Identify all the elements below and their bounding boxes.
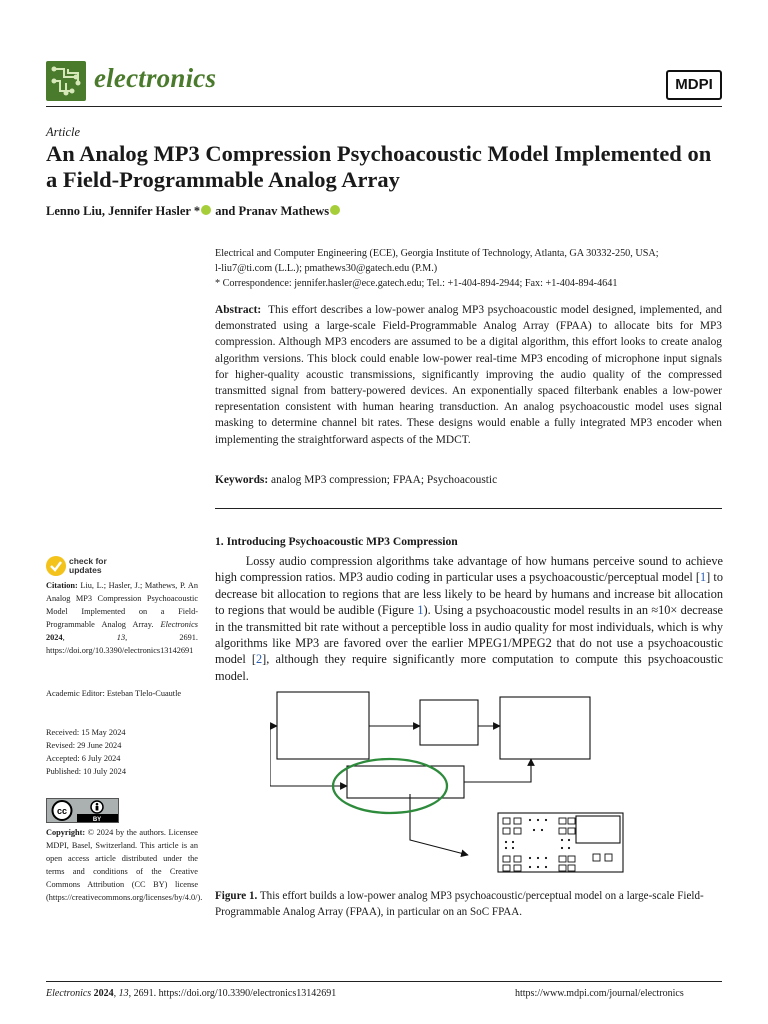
reference-link[interactable]: 2: [256, 652, 263, 667]
body-paragraph: [215, 553, 723, 684]
footer-doi-link[interactable]: , 2691. https://doi.org/10.3390/electronics13142691: [128, 988, 337, 999]
article-title: An Analog MP3 Compression Psychoacoustic Model Implemented on a Field-Programmable Analog Array: [46, 141, 712, 192]
orcid-icon[interactable]: [201, 205, 211, 215]
svg-text:cc: cc: [56, 806, 68, 816]
figure-link[interactable]: 1: [417, 603, 424, 618]
body-text: Lossy audio compression algorithms take advantage of how humans perceive sound to achieve high compression ratios. MP3 audio coding in particular uses a psychoacoustic/perceptual model [: [215, 554, 723, 585]
header-divider: [46, 106, 722, 107]
keywords-label: Keywords:: [215, 474, 269, 486]
footer-divider: [46, 981, 722, 982]
abstract-divider: [215, 508, 722, 509]
section-heading: 1. Introducing Psychoacoustic MP3 Compression: [215, 535, 458, 548]
figure-caption: [215, 888, 724, 920]
keywords: [215, 474, 722, 486]
citation-doi[interactable]: , 2691. https://doi.org/10.3390/electronics13142691: [46, 632, 198, 655]
block-middle: [420, 700, 478, 745]
footer-year: 2024: [91, 988, 114, 999]
footer-citation: [46, 988, 336, 999]
citation-journal: Electronics: [160, 619, 198, 629]
check-updates-line1: check for: [69, 556, 107, 566]
circuit-board-icon: [46, 61, 86, 101]
body-text: ], although they require significantly more computation to compute this psychoacoustic model.: [215, 652, 723, 683]
abstract: [215, 302, 722, 448]
figure-caption-text: This effort builds a low-power analog MP3 psychoacoustic/perceptual model on a large-scale Field-Programmable Analog Array (FPAA), in particular on an SoC FPAA.: [215, 890, 704, 918]
copyright-text: © 2024 by the authors. Licensee MDPI, Basel, Switzerland. This article is an open access article distributed under the terms and conditions of the Creative Commons Attribution (CC BY) license (https://creativecommons.org/licenses/by/4.0/).: [46, 828, 203, 902]
citation-text: Liu, L.; Hasler, J.; Mathews, P. An Analog MP3 Compression Psychoacoustic Model Implemented on a Field-Programmable Analog Array.: [46, 581, 198, 629]
author-emails: l-liu7@ti.com (L.L.); pmathews30@gatech.edu (P.M.): [215, 263, 438, 274]
check-updates-line2: updates: [69, 565, 102, 575]
journal-url-link[interactable]: https://www.mdpi.com/journal/electronics: [515, 988, 684, 999]
affiliation: Electrical and Computer Engineering (ECE), Georgia Institute of Technology, Atlanta, GA 30332-250, USA;: [215, 248, 659, 259]
published-date: Published: 10 July 2024: [46, 766, 126, 776]
publisher-logo: MDPI: [666, 70, 722, 100]
revised-date: Revised: 29 June 2024: [46, 740, 122, 750]
figure-1-diagram: [270, 690, 725, 885]
citation-volume: , 13: [62, 632, 126, 642]
citation-year: 2024: [46, 632, 63, 642]
article-type: Article: [46, 125, 81, 139]
academic-editor: Academic Editor: Esteban Tlelo-Cuautle: [46, 689, 182, 698]
block-encoder: [277, 692, 369, 759]
accepted-date: Accepted: 6 July 2024: [46, 753, 121, 763]
reference-link[interactable]: 1: [700, 570, 707, 585]
author-list: [46, 204, 341, 219]
body-text: ] to decrease bit allocation to regions that are less likely to be heard by humans and increase bit allocation to regions that would be audible (Figure: [215, 570, 723, 618]
check-updates-label: [69, 557, 107, 575]
cc-by-license-badge[interactable]: [46, 798, 119, 823]
orcid-icon[interactable]: [330, 205, 340, 215]
keywords-text: analog MP3 compression; FPAA; Psychoacoustic: [271, 474, 498, 486]
copyright-label: Copyright:: [46, 828, 86, 837]
body-text: ). Using a psychoacoustic model results in an ≈10× decrease in the transmitted bit rate without a perceptible loss in audio quality for most individuals, which is why algorithms like MP3 are favored over the earlier MPEG1/MPEG2 that do not use a psychoacoustic model [: [215, 603, 723, 667]
citation-block: [46, 580, 198, 657]
check-for-updates-button[interactable]: [46, 556, 120, 578]
journal-name: electronics: [94, 63, 217, 93]
abstract-label: Abstract:: [215, 304, 262, 316]
block-output: [500, 697, 590, 759]
footer-volume: , 13: [113, 988, 129, 999]
figure-label: Figure 1.: [215, 890, 258, 902]
abstract-text: This effort describes a low-power analog MP3 psychoacoustic model designed, implemented, and demonstrated using a large-scale Field-Programmable Analog Array (FPAA) to allocate bits for MP3 compression. Although MP3 encoders are assumed to be a digital algorithm, this effort looks to create analog algorithm versions. This block could enable low-power real-time MP3 encoding of microphone input signals for higher-quality acoustic transmissions, significantly improving the audio quality of the compressed transmitted signal from battery-powered devices. An exponentially spaced filterbank enables a low-power representation consistent with human hearing transduction. An analog psychoacoustic model uses signal masking to determine channel bit rates. These designs would enable a fully integrated MP3 encoder when implementing the straightforward aspects of the MDCT.: [215, 304, 722, 446]
author-names: Lenno Liu, Jennifer Hasler *: [46, 204, 201, 218]
publication-dates: [46, 727, 198, 779]
correspondence: * Correspondence: jennifer.hasler@ece.gatech.edu; Tel.: +1-404-894-2944; Fax: +1-404-894-4641: [215, 278, 618, 289]
cc-by-text: BY: [92, 817, 102, 822]
author-names-2: and Pranav Mathews: [212, 204, 330, 218]
check-icon: [46, 556, 66, 576]
footer-journal: Electronics: [46, 988, 92, 999]
received-date: Received: 15 May 2024: [46, 728, 126, 737]
copyright-notice: [46, 827, 203, 904]
citation-label: Citation:: [46, 581, 78, 590]
